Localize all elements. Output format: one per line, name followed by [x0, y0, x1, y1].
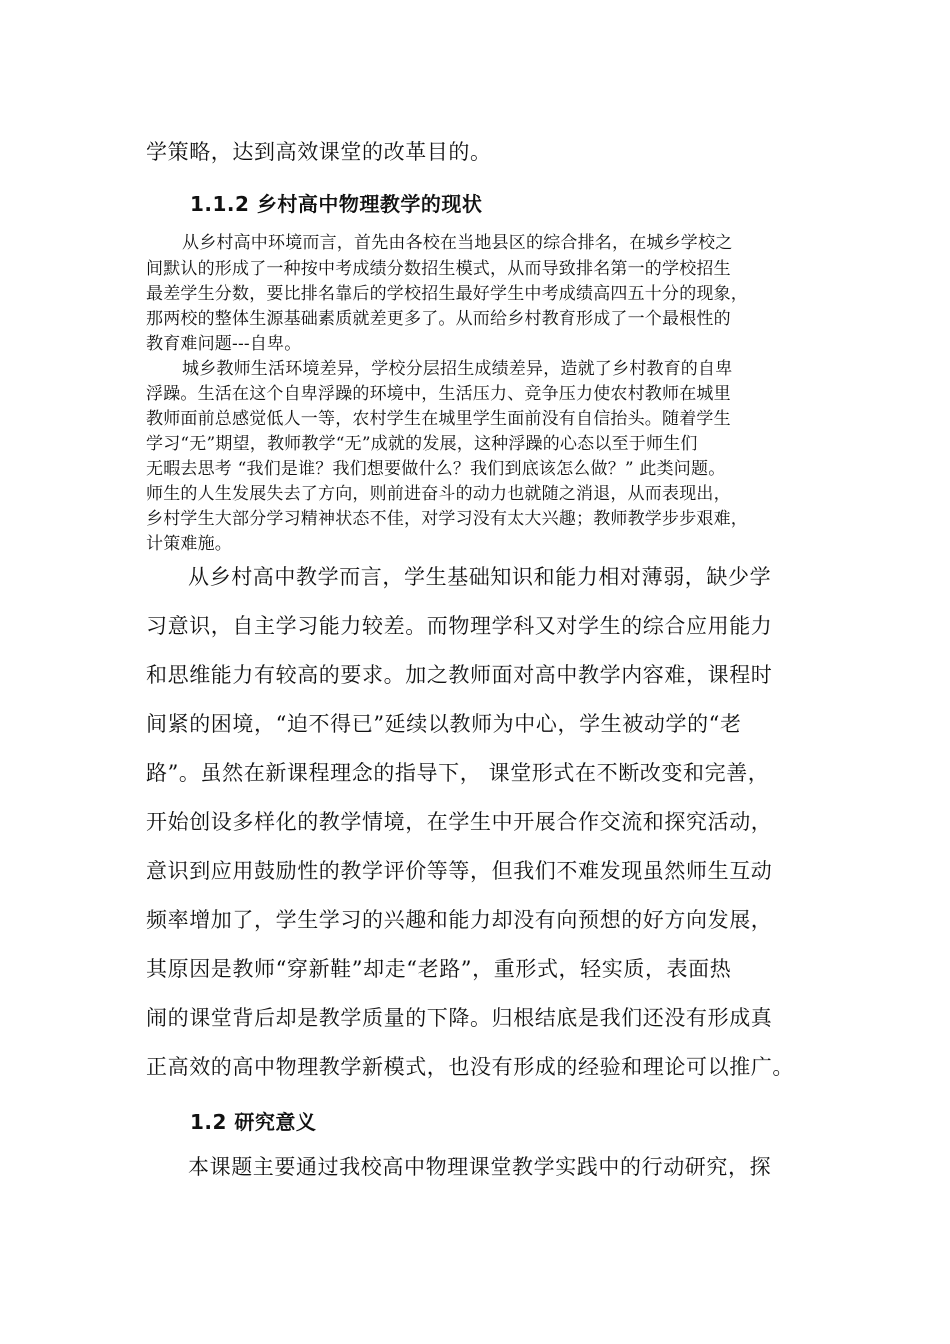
paragraph-line: 和思维能力有较高的要求。加之教师面对高中教学内容难，课程时: [146, 663, 773, 687]
paragraph-line: 路”。虽然在新课程理念的指导下， 课堂形式在不断改变和完善，: [146, 761, 770, 785]
paragraph-line: 正高效的高中物理教学新模式，也没有形成的经验和理论可以推广。: [146, 1055, 794, 1079]
paragraph-line: 城乡教师生活环境差异，学校分层招生成绩差异，造就了乡村教育的自卑: [182, 359, 733, 379]
paragraph-line: 意识到应用鼓励性的教学评价等等，但我们不难发现虽然师生互动: [146, 859, 773, 883]
paragraph-line: 从乡村高中教学而言，学生基础知识和能力相对薄弱，缺少学: [188, 565, 772, 589]
paragraph-line: 教育难问题---自卑。: [146, 334, 302, 354]
paragraph-line: 浮躁。生活在这个自卑浮躁的环境中，生活压力、竞争压力使农村教师在城里: [146, 384, 731, 404]
paragraph-line: 最差学生分数，要比排名靠后的学校招生最好学生中考成绩高四五十分的现象，: [146, 284, 748, 304]
paragraph-line: 师生的人生发展失去了方向，则前进奋斗的动力也就随之消退，从而表现出，: [146, 484, 731, 504]
paragraph-line: 从乡村高中环境而言，首先由各校在当地县区的综合排名，在城乡学校之: [182, 233, 733, 253]
paragraph-line: 那两校的整体生源基础素质就差更多了。从而给乡村教育形成了一个最根性的: [146, 309, 731, 329]
paragraph-line: 乡村学生大部分学习精神状态不佳，对学习没有太大兴趣；教师教学步步艰难，: [146, 509, 748, 529]
paragraph-line: 本课题主要通过我校高中物理课堂教学实践中的行动研究，探: [188, 1155, 772, 1179]
paragraph-line: 频率增加了，学生学习的兴趣和能力却没有向预想的好方向发展，: [146, 908, 773, 932]
paragraph-line: 习意识，自主学习能力较差。而物理学科又对学生的综合应用能力: [146, 614, 773, 638]
paragraph-line: 教师面前总感觉低人一等，农村学生在城里学生面前没有自信抬头。随着学生: [146, 409, 731, 429]
paragraph-line: 其原因是教师“穿新鞋”却走“老路”，重形式，轻实质，表面热: [146, 957, 732, 981]
paragraph-line: 间紧的困境，“迫不得已”延续以教师为中心，学生被动学的“老: [146, 712, 742, 736]
section-heading: 1.2 研究意义: [190, 1110, 317, 1134]
paragraph-line: 学策略，达到高效课堂的改革目的。: [146, 140, 492, 164]
paragraph-line: 计策难施。: [146, 534, 232, 554]
paragraph-line: 开始创设多样化的教学情境，在学生中开展合作交流和探究活动，: [146, 810, 773, 834]
paragraph-line: 闹的课堂背后却是教学质量的下降。归根结底是我们还没有形成真: [146, 1006, 773, 1030]
paragraph-line: 无暇去思考 “我们是谁？我们想要做什么？我们到底该怎么做？” 此类问题。: [146, 459, 726, 479]
paragraph-line: 学习“无”期望，教师教学“无”成就的发展，这种浮躁的心态以至于师生们: [146, 434, 698, 454]
paragraph-line: 间默认的形成了一种按中考成绩分数招生模式，从而导致排名第一的学校招生: [146, 259, 731, 279]
section-heading: 1.1.2 乡村高中物理教学的现状: [190, 192, 483, 216]
